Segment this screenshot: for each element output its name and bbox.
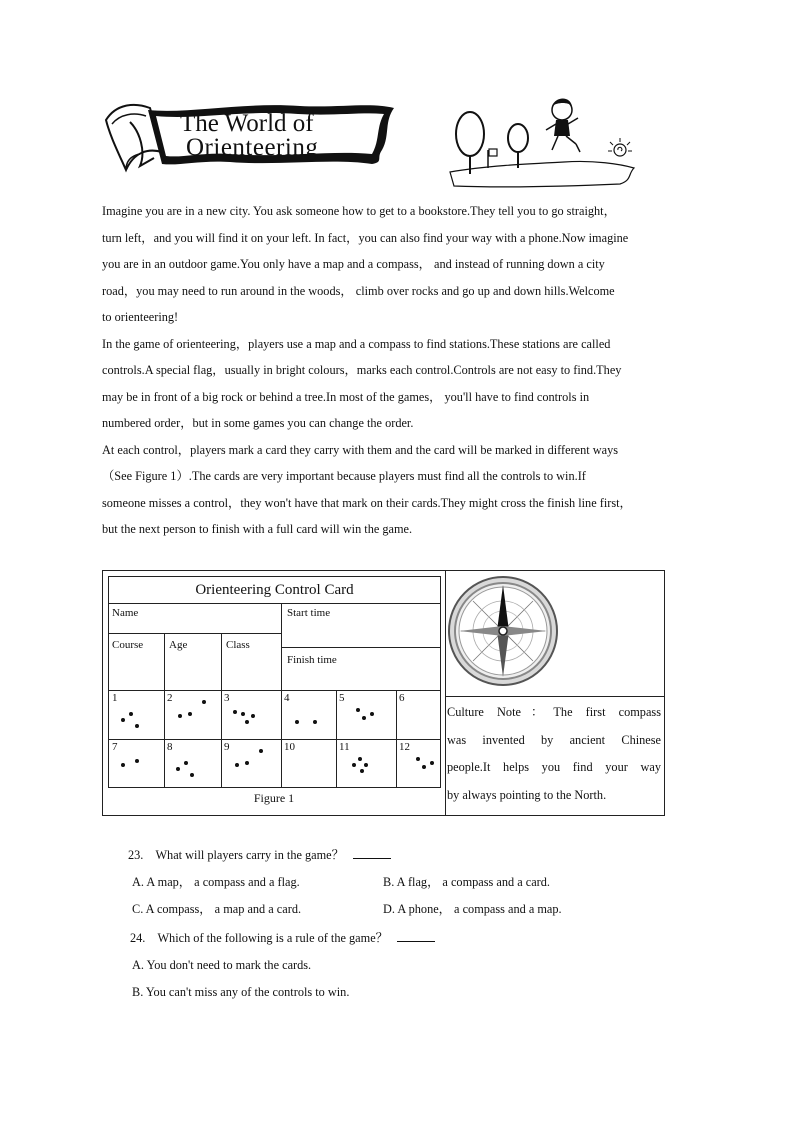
compass-image-area [445,571,664,697]
passage-paragraph-1 [102,198,702,331]
tree-icon [508,124,528,168]
question-number: 24. [130,931,146,945]
passage-paragraph-2 [102,331,702,437]
option-24-b[interactable]: B. You can't miss any of the controls to win. [132,985,350,999]
sun-icon [608,138,632,156]
option-23-a[interactable]: A. A map， a compass and a flag. [132,875,300,889]
passage-line: Imagine you are in a new city. You ask someone how to get to a bookstore.They tell you to go straight， [102,204,616,218]
punch-mark-dot [251,714,255,718]
punch-mark-dot [176,767,180,771]
punch-mark-dot [121,763,125,767]
question-text: What will players carry in the game？ [155,848,344,862]
control-number-2: 2 [167,692,173,704]
option-23-d[interactable]: D. A phone， a compass and a map. [383,902,562,916]
tree-icon [456,112,484,174]
punch-mark-dot [422,765,426,769]
title-banner [100,92,400,184]
class-label: Class [226,639,250,651]
punch-mark-dot [245,761,249,765]
card-title: Orienteering Control Card [109,577,440,604]
control-number-10: 10 [284,741,295,753]
passage-line: （See Figure 1）.The cards are very important because players must find all the controls to win.If [102,469,586,483]
banner-title-line1: The World of [180,110,314,137]
question-23 [128,846,391,863]
figure-box [102,570,665,816]
punch-mark-dot [135,759,139,763]
passage-line: turn left，and you will find it on your left. In fact，you can also find your way with a phone.Now imagine [102,230,629,245]
note-line: people.It helps you find your way [447,760,661,774]
passage-line: road，you may need to run around in the woods， climb over rocks and go up and down hills.Welcome [102,283,615,298]
passage-line: numbered order，but in some games you can change the order. [102,416,414,430]
culture-note [447,699,661,809]
punch-mark-dot [135,724,139,728]
punch-mark-dot [188,712,192,716]
control-number-1: 1 [112,692,118,704]
option-24-a[interactable]: A. You don't need to mark the cards. [132,958,312,972]
banner-title-line2: Orienteering [186,134,319,161]
passage-line: controls.A special flag，usually in bright colours，marks each control.Controls are not easy to find.They [102,363,622,377]
runner-figure-icon [546,99,580,153]
option-23-b[interactable]: B. A flag， a compass and a card. [383,875,550,889]
passage-paragraph-3 [102,437,702,543]
control-number-9: 9 [224,741,230,753]
punch-mark-dot [184,761,188,765]
note-line: by always pointing to the North. [447,787,607,802]
control-number-11: 11 [339,741,350,753]
control-number-7: 7 [112,741,118,753]
answer-blank[interactable] [353,846,391,859]
passage-line: you are in an outdoor game.You only have a map and a compass， and instead of running down a city [102,257,605,271]
punch-mark-dot [121,718,125,722]
passage-line: to orienteering! [102,310,179,324]
punch-mark-dot [129,712,133,716]
note-line: was invented by ancient Chinese [447,732,661,747]
ground-shape [450,161,634,186]
punch-mark-dot [430,761,434,765]
punch-mark-dot [190,773,194,777]
passage-line: In the game of orienteering，players use a map and a compass to find stations.These stations are called [102,336,611,351]
compass-panel [445,571,664,815]
control-number-8: 8 [167,741,173,753]
figure-1-panel [103,571,446,815]
passage-line: someone misses a control，they won't have that mark on their cards.They might cross the finish line first， [102,495,632,510]
option-23-c[interactable]: C. A compass， a map and a card. [132,902,302,916]
control-number-5: 5 [339,692,345,704]
control-flag-icon [488,149,497,168]
punch-mark-dot [233,710,237,714]
punch-mark-dot [241,712,245,716]
note-line: Culture Note：The first compass [447,705,661,719]
banner-title [180,112,380,160]
punch-mark-dot [202,700,206,704]
punch-mark-dot [259,749,263,753]
course-label: Course [112,639,144,651]
punch-mark-dot [362,716,366,720]
punch-mark-dot [370,712,374,716]
passage-line: may be in front of a big rock or behind a tree.In most of the games， you'll have to find controls in [102,389,590,404]
punch-mark-dot [352,763,356,767]
punch-mark-dot [364,763,368,767]
compass-icon [445,571,664,696]
orienteering-illustration [444,94,640,190]
finish-time-label: Finish time [287,654,337,666]
answer-blank[interactable] [397,929,435,942]
punch-mark-dot [356,708,360,712]
control-number-12: 12 [399,741,410,753]
punch-mark-dot [245,720,249,724]
punch-mark-dot [360,769,364,773]
reading-passage [102,198,702,543]
punch-mark-dot [358,757,362,761]
punch-mark-dot [416,757,420,761]
punch-mark-dot [295,720,299,724]
question-number: 23. [128,848,144,862]
control-number-3: 3 [224,692,230,704]
start-time-label: Start time [287,607,331,619]
control-number-4: 4 [284,692,290,704]
age-label: Age [169,639,188,651]
control-number-6: 6 [399,692,405,704]
punch-mark-dot [178,714,182,718]
punch-mark-dot [235,763,239,767]
orienteering-control-card [108,576,441,788]
question-text: Which of the following is a rule of the game？ [157,931,388,945]
passage-line: At each control，players mark a card they carry with them and the card will be marked in different ways [102,442,619,457]
question-24 [130,929,435,946]
name-field-label: Name [112,607,139,619]
figure-caption: Figure 1 [253,791,295,805]
passage-line: but the next person to finish with a full card will win the game. [102,522,413,536]
punch-mark-dot [313,720,317,724]
